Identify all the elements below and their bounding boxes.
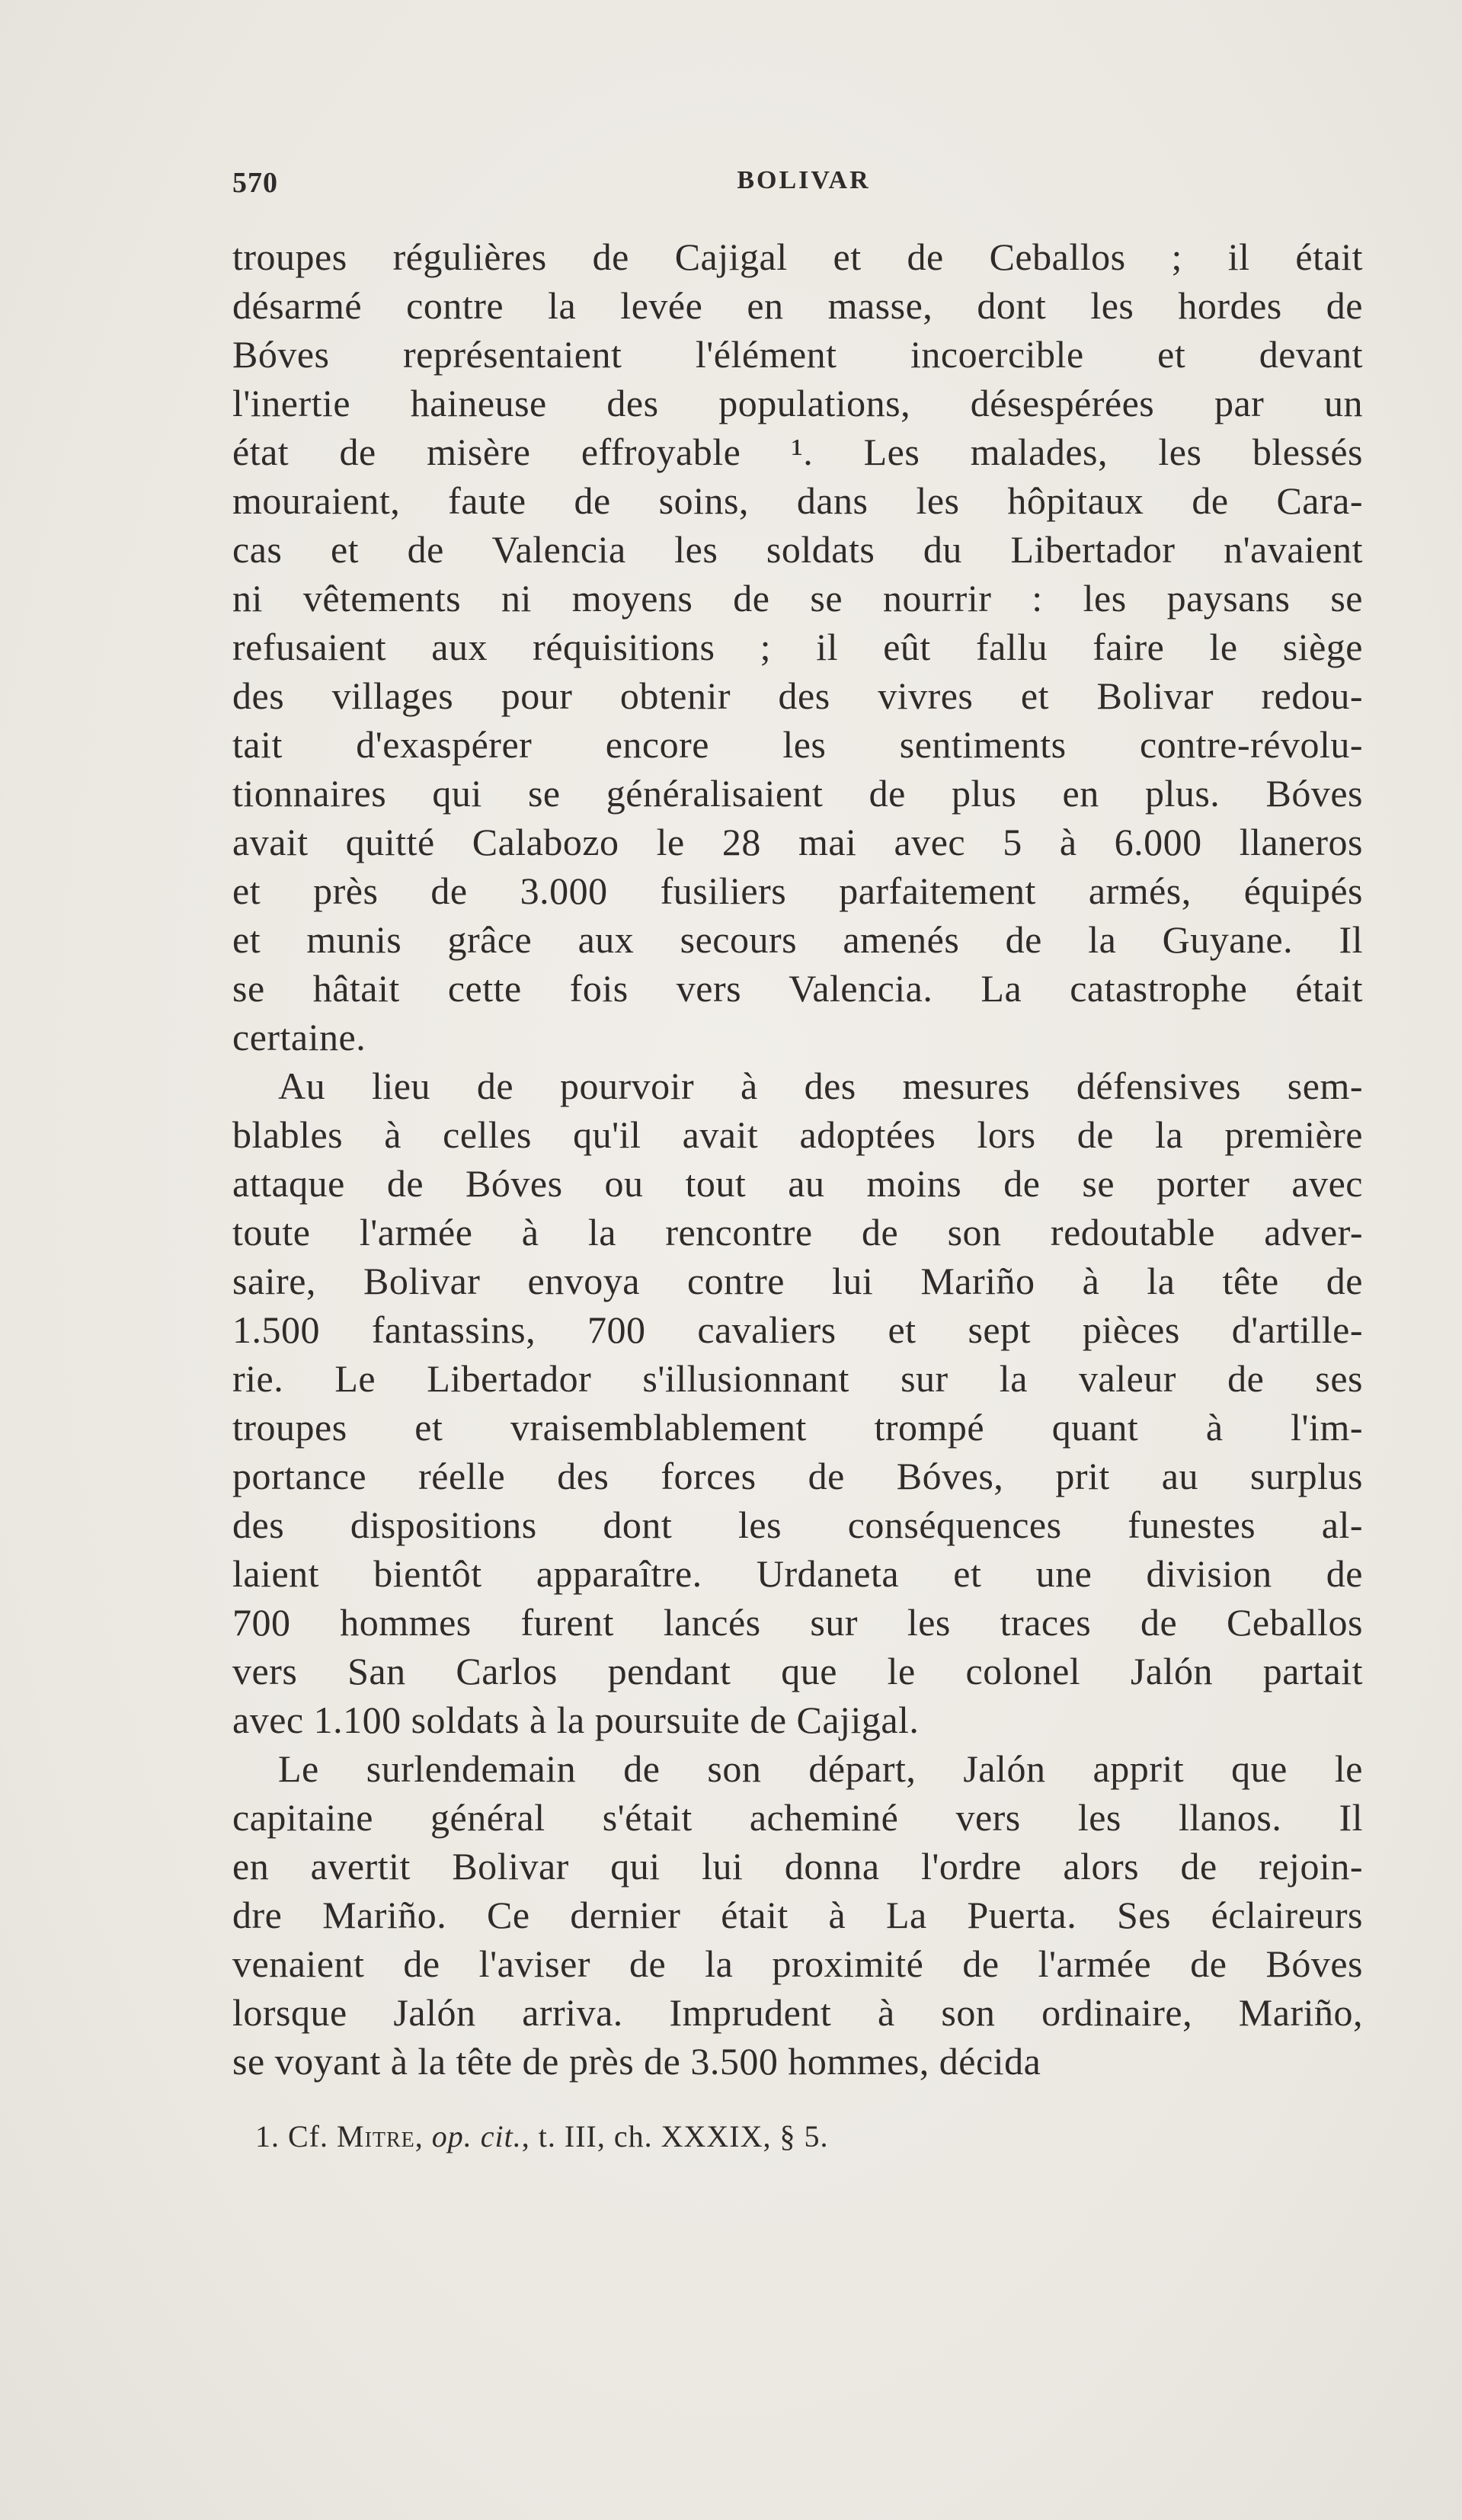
paragraph-2-line: saire, Bolivar envoya contre lui Mariño à la tête de [232,1260,1363,1302]
footnote-sep-1: , [414,2119,432,2153]
paragraph-1-line: se hâtait cette fois vers Valencia. La catastrophe était [232,967,1363,1010]
footnote [255,2118,828,2154]
paragraph-2-line: laient bientôt apparaître. Urdaneta et une division de [232,1552,1363,1595]
paragraph-2-line: troupes et vraisemblablement trompé quant à l'im- [232,1406,1363,1449]
paragraph-3-line: Le surlendemain de son départ, Jalón apprit que le [278,1747,1363,1790]
paragraph-2-line: Au lieu de pourvoir à des mesures défensives sem- [278,1065,1363,1107]
page-number: 570 [232,167,278,199]
paragraph-3-line: capitaine général s'était acheminé vers les llanos. Il [232,1796,1363,1839]
paragraph-1-line: Bóves représentaient l'élément incoercible et devant [232,333,1363,376]
running-head [232,166,1360,204]
paragraph-1-line: état de misère effroyable ¹. Les malades, les blessés [232,431,1363,473]
paragraph-1-line: l'inertie haineuse des populations, désespérées par un [232,382,1363,424]
footnote-location: t. III, ch. XXXIX, § 5. [538,2119,829,2153]
paragraph-3-line: venaient de l'aviser de la proximité de l'armée de Bóves [232,1942,1363,1985]
paragraph-1-line: mouraient, faute de soins, dans les hôpitaux de Cara- [232,479,1363,522]
footnote-author: Mitre [337,2119,415,2153]
paragraph-1-line: et munis grâce aux secours amenés de la Guyane. Il [232,918,1363,961]
paragraph-3-line: en avertit Bolivar qui lui donna l'ordre alors de rejoin- [232,1845,1363,1888]
paragraph-2-line: 1.500 fantassins, 700 cavaliers et sept pièces d'artille- [232,1308,1363,1351]
footnote-number: 1. Cf. [255,2119,328,2153]
paragraph-2-line: vers San Carlos pendant que le colonel Jalón partait [232,1650,1363,1692]
paragraph-1-line: des villages pour obtenir des vivres et Bolivar redou- [232,674,1363,717]
paragraph-1-line: désarmé contre la levée en masse, dont les hordes de [232,284,1363,327]
paragraph-1-line: certaine. [232,1016,366,1058]
paragraph-2-line: blables à celles qu'il avait adoptées lors de la première [232,1113,1363,1156]
footnote-work: op. cit. [431,2119,522,2153]
paragraph-3-line: se voyant à la tête de près de 3.500 hommes, décida [232,2040,1041,2083]
paragraph-1-line: refusaient aux réquisitions ; il eût fallu faire le siège [232,626,1363,668]
footnote-sep-2: , [521,2119,539,2153]
paragraph-1-line: tait d'exaspérer encore les sentiments contre-révolu- [232,723,1363,766]
paragraph-3-line: lorsque Jalón arriva. Imprudent à son ordinaire, Mariño, [232,1991,1363,2034]
paragraph-2-line: rie. Le Libertador s'illusionnant sur la valeur de ses [232,1357,1363,1400]
paragraph-2-line: portance réelle des forces de Bóves, prit au surplus [232,1455,1363,1497]
paragraph-2-line: avec 1.100 soldats à la poursuite de Cajigal. [232,1699,920,1741]
paragraph-1-line: avait quitté Calabozo le 28 mai avec 5 à 6.000 llaneros [232,821,1363,863]
paragraph-1-line: ni vêtements ni moyens de se nourrir : les paysans se [232,577,1363,620]
paragraph-2-line: 700 hommes furent lancés sur les traces de Ceballos [232,1601,1363,1644]
paragraph-3-line: dre Mariño. Ce dernier était à La Puerta. Ses éclaireurs [232,1894,1363,1936]
paragraph-2-line: des dispositions dont les conséquences funestes al- [232,1503,1363,1546]
paragraph-1-line: troupes régulières de Cajigal et de Ceballos ; il était [232,235,1363,278]
paragraph-2-line: attaque de Bóves ou tout au moins de se porter avec [232,1162,1363,1205]
paragraph-1-line: cas et de Valencia les soldats du Libertador n'avaient [232,528,1363,571]
paragraph-2-line: toute l'armée à la rencontre de son redoutable adver- [232,1211,1363,1254]
body-text [232,232,1363,2086]
running-title: BOLIVAR [737,166,871,194]
paragraph-1-line: et près de 3.000 fusiliers parfaitement armés, équipés [232,869,1363,912]
paragraph-1-line: tionnaires qui se généralisaient de plus en plus. Bóves [232,772,1363,815]
